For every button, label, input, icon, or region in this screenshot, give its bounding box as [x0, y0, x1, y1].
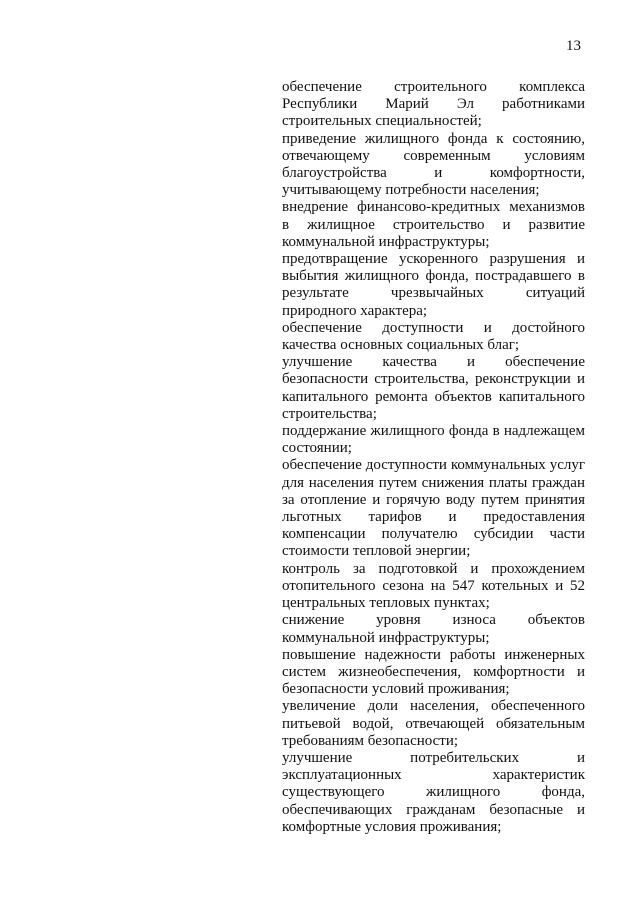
list-item: повышение надежности работы инженерных систем жизнеобеспечения, комфортности и безопасности условий проживания; — [282, 646, 585, 698]
list-item: предотвращение ускоренного разрушения и выбытия жилищного фонда, пострадавшего в результате чрезвычайных ситуаций природного характера; — [282, 251, 585, 319]
list-item: внедрение финансово-кредитных механизмов в жилищное строительство и развитие коммунальной инфраструктуры; — [282, 199, 585, 250]
list-item: снижение уровня износа объектов коммунальной инфраструктуры; — [282, 612, 585, 646]
list-item: обеспечение доступности и достойного качества основных социальных благ; — [282, 319, 585, 354]
list-item: контроль за подготовкой и прохождением отопительного сезона на 547 котельных и 52 центральных тепловых пунктах; — [282, 560, 585, 612]
list-item: приведение жилищного фонда к состоянию, отвечающему современным условиям благоустройства и комфортности, учитывающему потребности населения; — [282, 130, 585, 199]
list-item: увеличение доли населения, обеспеченного питьевой водой, отвечающей обязательным требованиям безопасности; — [282, 698, 585, 749]
list-item: улучшение качества и обеспечение безопасности строительства, реконструкции и капитального ремонта объектов капитального строительства; — [282, 354, 585, 422]
list-item: обеспечение доступности коммунальных услуг для населения путем снижения платы граждан за отопление и горячую воду путем принятия льготных тарифов и предоставления компенсации получателю субсидии части стоимости тепловой энергии; — [282, 457, 585, 560]
list-item: поддержание жилищного фонда в надлежащем состоянии; — [282, 423, 585, 457]
list-item: улучшение потребительских и эксплуатационных характеристик существующего жилищного фонда, обеспечивающих гражданам безопасные и комфортные условия проживания; — [282, 749, 585, 835]
list-item: обеспечение строительного комплекса Республики Марий Эл работниками строительных специальностей; — [282, 79, 585, 130]
page-number: 13 — [566, 38, 581, 54]
goals-list — [282, 79, 585, 836]
